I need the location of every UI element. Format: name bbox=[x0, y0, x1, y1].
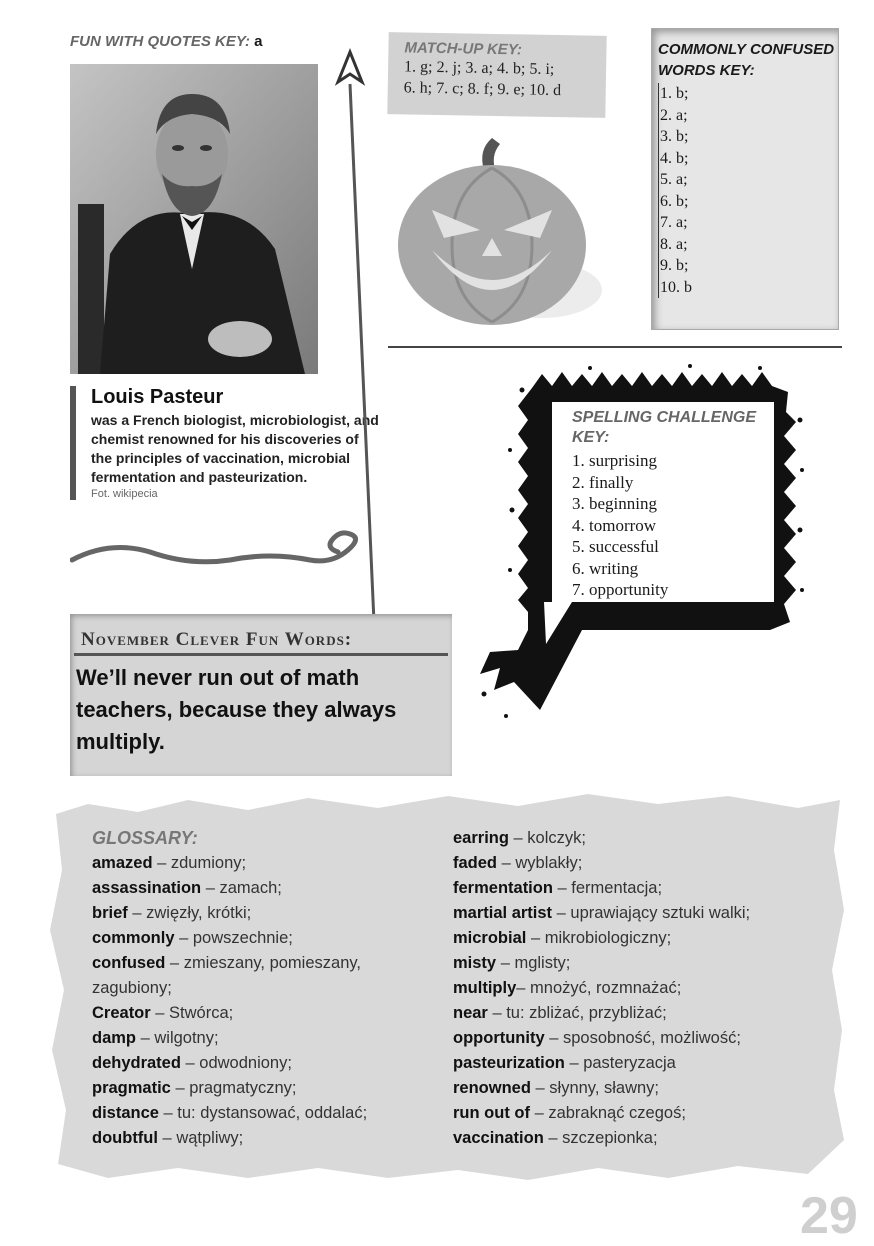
glossary-word: distance bbox=[92, 1104, 159, 1122]
commonly-confused-key bbox=[651, 28, 839, 330]
pumpkin-icon bbox=[392, 130, 612, 330]
glossary-entry bbox=[453, 1001, 833, 1026]
glossary-entry bbox=[453, 1051, 833, 1076]
list-item: 1. b; bbox=[658, 83, 838, 105]
glossary-word: opportunity bbox=[453, 1029, 545, 1047]
glossary-word: microbial bbox=[453, 929, 527, 947]
glossary-definition: – fermentacja; bbox=[552, 879, 663, 897]
glossary-entry bbox=[453, 826, 833, 851]
glossary-word: renowned bbox=[453, 1079, 531, 1097]
glossary-definition: – zdumiony; bbox=[152, 854, 247, 872]
glossary-entry bbox=[92, 1076, 432, 1101]
glossary-word: assassination bbox=[92, 879, 202, 897]
glossary-entry bbox=[92, 1126, 432, 1151]
glossary-definition: – uprawiający sztuki walki; bbox=[552, 904, 751, 922]
glossary-entry bbox=[453, 901, 833, 926]
glossary-word: dehydrated bbox=[92, 1054, 181, 1072]
fun-with-quotes-key bbox=[70, 33, 263, 50]
glossary-title: GLOSSARY: bbox=[92, 828, 198, 848]
match-up-line-1: 1. g; 2. j; 3. a; 4. b; 5. i; bbox=[403, 58, 555, 78]
spelling-challenge-key bbox=[552, 402, 778, 602]
glossary-word: fermentation bbox=[453, 879, 553, 897]
glossary-entry bbox=[453, 976, 833, 1001]
glossary-definition: – mikrobiologiczny; bbox=[526, 929, 672, 947]
list-item: 3. beginning bbox=[572, 494, 657, 513]
match-up-key bbox=[387, 32, 606, 118]
glossary-entry bbox=[92, 901, 432, 926]
glossary-word: faded bbox=[453, 854, 498, 872]
list-item: 9. b; bbox=[658, 255, 838, 277]
list-item: 7. a; bbox=[658, 212, 838, 234]
glossary-word: martial artist bbox=[453, 904, 553, 922]
bio-name: Louis Pasteur bbox=[91, 386, 224, 408]
fun-with-quotes-answer: a bbox=[254, 33, 263, 50]
list-item: 7. opportunity bbox=[572, 580, 669, 599]
glossary-entry bbox=[453, 951, 833, 976]
glossary-entry bbox=[453, 926, 833, 951]
glossary-word: run out of bbox=[453, 1104, 530, 1122]
commonly-confused-list bbox=[652, 83, 838, 298]
commonly-confused-title: COMMONLY CONFUSED WORDS KEY: bbox=[658, 41, 835, 79]
november-heading: November Clever Fun Words: bbox=[74, 614, 448, 656]
glossary-entry bbox=[453, 851, 833, 876]
glossary-word: earring bbox=[453, 829, 509, 847]
glossary-word: vaccination bbox=[453, 1129, 544, 1147]
bio-description: was a French biologist, microbiologist, and chemist renowned for his discoveries of the principles of vaccination, microbial fermentation and pasteurization. bbox=[91, 412, 379, 485]
list-item: 4. b; bbox=[658, 148, 838, 170]
glossary-entry bbox=[92, 1051, 432, 1076]
list-item: 5. successful bbox=[572, 537, 659, 556]
list-item: 3. b; bbox=[658, 126, 838, 148]
list-item: 6. writing bbox=[572, 558, 639, 578]
glossary-entry bbox=[453, 1101, 833, 1126]
glossary-definition: – tu: dystansować, oddalać; bbox=[158, 1104, 368, 1122]
glossary-definition: – szczepionka; bbox=[543, 1129, 658, 1147]
glossary-definition: – wątpliwy; bbox=[157, 1129, 244, 1147]
glossary-definition: – sposobność, możliwość; bbox=[544, 1029, 741, 1047]
november-joke: We’ll never run out of math teachers, because they always multiply. bbox=[76, 665, 397, 754]
louis-pasteur-photo bbox=[70, 64, 318, 374]
glossary-word: damp bbox=[92, 1029, 137, 1047]
glossary-entry bbox=[92, 1001, 432, 1026]
list-item: 6. b; bbox=[658, 191, 838, 213]
glossary-definition: – kolczyk; bbox=[508, 829, 586, 847]
fun-with-quotes-label: FUN WITH QUOTES KEY: bbox=[70, 33, 250, 50]
glossary-word: near bbox=[453, 1004, 488, 1022]
glossary-word: multiply bbox=[453, 979, 517, 997]
glossary-definition: – zmieszany, pomieszany, zagubiony; bbox=[92, 954, 361, 997]
list-item: 2. finally bbox=[572, 472, 634, 492]
glossary-definition: – pragmatyczny; bbox=[170, 1079, 297, 1097]
glossary-definition: – wyblakły; bbox=[497, 854, 583, 872]
list-item: 5. a; bbox=[658, 169, 838, 191]
glossary-column-1 bbox=[92, 826, 432, 1151]
list-item: 8. a; bbox=[658, 234, 838, 256]
glossary-definition: – mglisty; bbox=[496, 954, 571, 972]
glossary-definition: – pasteryzacja bbox=[564, 1054, 676, 1072]
list-item: 4. tomorrow bbox=[572, 515, 657, 535]
november-fun-words bbox=[70, 614, 452, 776]
glossary-entry bbox=[92, 851, 432, 876]
glossary-word: doubtful bbox=[92, 1129, 158, 1147]
glossary-word: commonly bbox=[92, 929, 175, 947]
glossary-word: pasteurization bbox=[453, 1054, 565, 1072]
glossary-definition: – słynny, sławny; bbox=[530, 1079, 660, 1097]
glossary-entry bbox=[92, 1101, 432, 1126]
glossary-definition: – powszechnie; bbox=[174, 929, 293, 947]
glossary-definition: – zwięzły, krótki; bbox=[127, 904, 252, 922]
spelling-list bbox=[552, 450, 778, 601]
glossary-definition: – tu: zbliżać, przybliżać; bbox=[487, 1004, 667, 1022]
photo-credit: Fot. wikipecia bbox=[91, 488, 158, 500]
list-item: 1. surprising bbox=[572, 451, 657, 470]
glossary-definition: – wilgotny; bbox=[136, 1029, 219, 1047]
match-up-title: MATCH-UP KEY: bbox=[404, 39, 523, 59]
glossary-word: confused bbox=[92, 954, 166, 972]
match-up-line-2: 6. h; 7. c; 8. f; 9. e; 10. d bbox=[403, 79, 562, 100]
glossary-definition: – mnożyć, rozmnażać; bbox=[516, 979, 682, 997]
list-item: 10. b bbox=[658, 277, 838, 299]
glossary-entry bbox=[453, 1076, 833, 1101]
glossary-definition: – Stwórca; bbox=[150, 1004, 234, 1022]
page-number: 29 bbox=[800, 1187, 858, 1245]
glossary-entry bbox=[92, 951, 432, 1001]
glossary-entry bbox=[453, 1126, 833, 1151]
glossary-entry bbox=[92, 876, 432, 901]
spelling-title: SPELLING CHALLENGE KEY: bbox=[572, 409, 757, 446]
glossary-definition: – odwodniony; bbox=[180, 1054, 292, 1072]
glossary-word: Creator bbox=[92, 1004, 151, 1022]
swirl-decoration bbox=[70, 530, 370, 590]
glossary-entry bbox=[92, 1026, 432, 1051]
glossary-definition: – zamach; bbox=[201, 879, 282, 897]
glossary-word: amazed bbox=[92, 854, 153, 872]
list-item: 2. a; bbox=[658, 105, 838, 127]
glossary-definition: – zabraknąć czegoś; bbox=[529, 1104, 686, 1122]
divider bbox=[388, 346, 842, 348]
glossary-column-2 bbox=[453, 826, 833, 1151]
glossary-word: pragmatic bbox=[92, 1079, 171, 1097]
glossary-entry bbox=[453, 876, 833, 901]
glossary-word: brief bbox=[92, 904, 128, 922]
glossary-word: misty bbox=[453, 954, 497, 972]
glossary-entry bbox=[92, 926, 432, 951]
glossary-entry bbox=[453, 1026, 833, 1051]
